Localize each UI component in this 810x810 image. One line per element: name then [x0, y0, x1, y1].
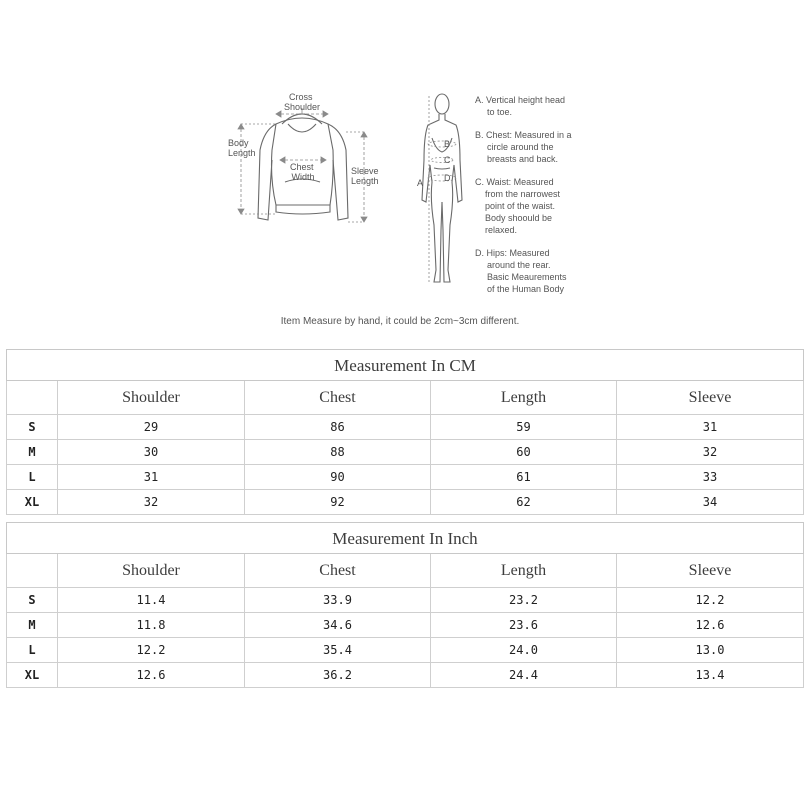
measure-disclaimer: Item Measure by hand, it could be 2cm~3cm different. [280, 316, 520, 327]
table-cell: 60 [431, 440, 617, 465]
table-cell: 59 [431, 415, 617, 440]
table-cell: 29 [58, 415, 245, 440]
table-cell: 13.4 [617, 663, 804, 688]
table-cell: 23.6 [431, 613, 617, 638]
cm-header-sleeve: Sleeve [617, 381, 804, 415]
inch-size-table [6, 522, 804, 688]
chest-width-label: Chest Width [289, 162, 315, 182]
table-cell: 31 [58, 465, 245, 490]
table-cell: 24.0 [431, 638, 617, 663]
table-cell: 11.8 [58, 613, 245, 638]
inch-size-xl: XL [6, 663, 58, 688]
table-cell: 32 [58, 490, 245, 515]
inch-header-length: Length [431, 554, 617, 588]
table-cell: 12.2 [58, 638, 245, 663]
table-cell: 13.0 [617, 638, 804, 663]
cm-header-chest: Chest [245, 381, 431, 415]
table-cell: 90 [245, 465, 431, 490]
table-cell: 33.9 [245, 588, 431, 613]
cm-table-grid [6, 381, 804, 515]
marker-c: C [444, 155, 451, 165]
inch-size-m: M [6, 613, 58, 638]
cm-size-xl: XL [6, 490, 58, 515]
table-cell: 61 [431, 465, 617, 490]
table-cell: 36.2 [245, 663, 431, 688]
note-d: D. Hips: Measured around the rear. Basic Meaurements of the Human Body [475, 248, 567, 294]
body-guides [428, 96, 456, 282]
table-cell: 31 [617, 415, 804, 440]
note-c: C. Waist: Measured from the narrowest point of the waist. Body shoould be relaxed. [475, 177, 561, 235]
cross-shoulder-label: Cross Shoulder [283, 92, 321, 112]
body-length-label: Body Length [228, 138, 256, 158]
table-cell: 88 [245, 440, 431, 465]
inch-size-l: L [6, 638, 58, 663]
inch-header-shoulder: Shoulder [58, 554, 245, 588]
cm-size-m: M [6, 440, 58, 465]
cm-size-table [6, 349, 804, 515]
note-b: B. Chest: Measured in a circle around the breasts and back. [475, 130, 572, 164]
inch-size-s: S [6, 588, 58, 613]
cm-header-length: Length [431, 381, 617, 415]
table-cell: 62 [431, 490, 617, 515]
body-figure [422, 94, 462, 282]
cm-size-l: L [6, 465, 58, 490]
table-cell: 12.6 [617, 613, 804, 638]
inch-table-title: Measurement In Inch [6, 522, 804, 554]
table-cell: 30 [58, 440, 245, 465]
cm-header-empty [6, 381, 58, 415]
table-cell: 12.6 [58, 663, 245, 688]
inch-header-chest: Chest [245, 554, 431, 588]
table-cell: 32 [617, 440, 804, 465]
note-a: A. Vertical height head to toe. [475, 95, 566, 117]
table-cell: 24.4 [431, 663, 617, 688]
table-cell: 12.2 [617, 588, 804, 613]
table-cell: 23.2 [431, 588, 617, 613]
measurement-diagram [0, 0, 810, 340]
marker-a: A [417, 178, 424, 188]
inch-header-empty [6, 554, 58, 588]
table-cell: 33 [617, 465, 804, 490]
table-cell: 34 [617, 490, 804, 515]
table-cell: 35.4 [245, 638, 431, 663]
cm-size-s: S [6, 415, 58, 440]
cm-table-title: Measurement In CM [6, 349, 804, 381]
marker-b: B [444, 139, 451, 149]
table-cell: 34.6 [245, 613, 431, 638]
table-cell: 11.4 [58, 588, 245, 613]
inch-table-grid [6, 554, 804, 688]
inch-header-sleeve: Sleeve [617, 554, 804, 588]
marker-d: D [444, 173, 451, 183]
table-cell: 92 [245, 490, 431, 515]
cm-header-shoulder: Shoulder [58, 381, 245, 415]
sleeve-length-label: Sleeve Length [351, 166, 379, 186]
table-cell: 86 [245, 415, 431, 440]
